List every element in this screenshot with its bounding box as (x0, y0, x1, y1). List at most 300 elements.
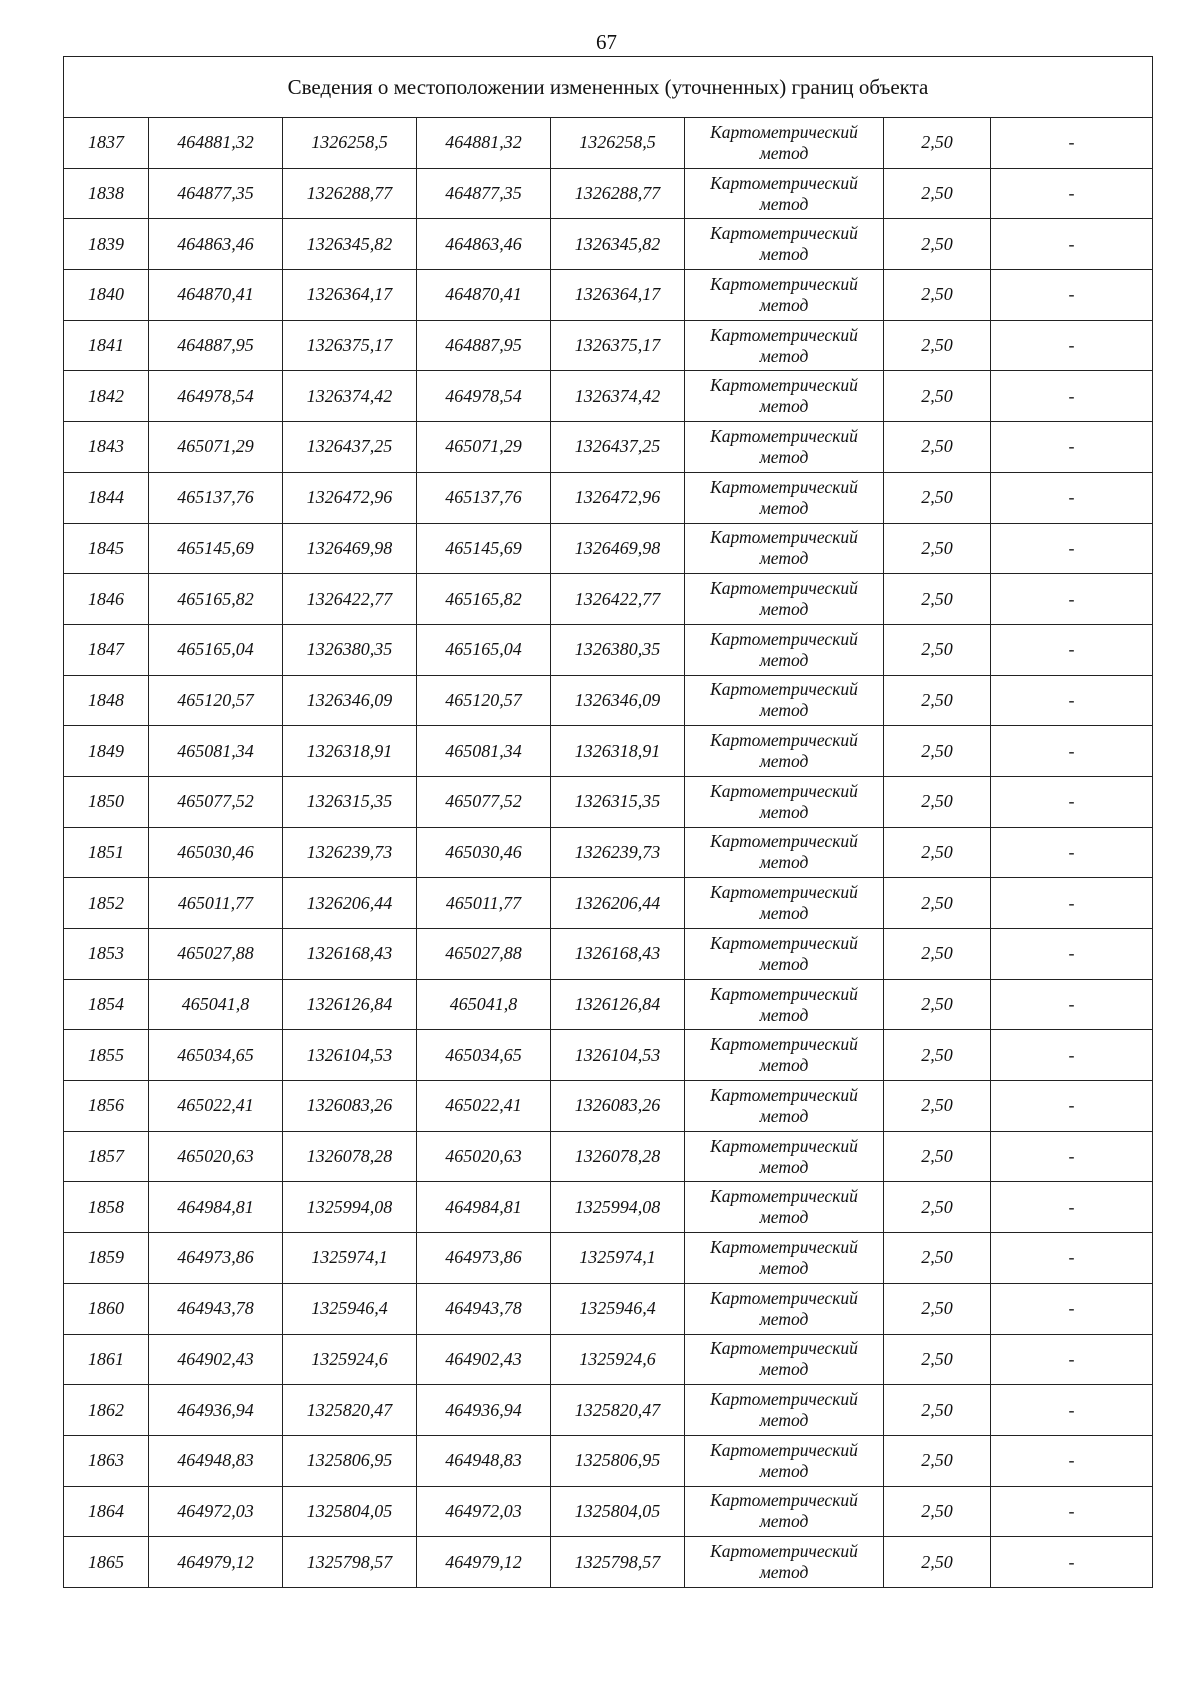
existing-y-cell: 1326258,5 (283, 118, 417, 169)
accuracy-cell: 2,50 (884, 929, 991, 980)
method-line-2: метод (759, 193, 809, 214)
existing-y-cell: 1326345,82 (283, 219, 417, 270)
point-number-cell: 1850 (64, 776, 149, 827)
refined-y-cell: 1325804,05 (551, 1486, 685, 1537)
refined-y-cell: 1326380,35 (551, 624, 685, 675)
table-row (64, 1182, 1153, 1233)
method-cell (685, 574, 884, 625)
method-line-2: метод (759, 801, 809, 822)
existing-x-cell: 464902,43 (149, 1334, 283, 1385)
method-line-1: Картометрический (710, 1236, 858, 1257)
existing-x-cell: 465081,34 (149, 726, 283, 777)
refined-y-cell: 1326126,84 (551, 979, 685, 1030)
point-number-cell: 1849 (64, 726, 149, 777)
accuracy-cell: 2,50 (884, 422, 991, 473)
existing-y-cell: 1325804,05 (283, 1486, 417, 1537)
table-row (64, 1233, 1153, 1284)
existing-y-cell: 1325974,1 (283, 1233, 417, 1284)
refined-x-cell: 465165,82 (417, 574, 551, 625)
point-number-cell: 1855 (64, 1030, 149, 1081)
existing-x-cell: 464943,78 (149, 1283, 283, 1334)
refined-y-cell: 1325806,95 (551, 1435, 685, 1486)
note-cell: - (991, 168, 1153, 219)
point-number-cell: 1843 (64, 422, 149, 473)
existing-y-cell: 1326239,73 (283, 827, 417, 878)
table-row (64, 1385, 1153, 1436)
refined-x-cell: 464948,83 (417, 1435, 551, 1486)
method-line-1: Картометрический (710, 1135, 858, 1156)
table-row (64, 1486, 1153, 1537)
existing-x-cell: 465011,77 (149, 878, 283, 929)
accuracy-cell: 2,50 (884, 1334, 991, 1385)
accuracy-cell: 2,50 (884, 1233, 991, 1284)
note-cell: - (991, 523, 1153, 574)
method-line-2: метод (759, 548, 809, 569)
note-cell: - (991, 1385, 1153, 1436)
accuracy-cell: 2,50 (884, 472, 991, 523)
refined-y-cell: 1326374,42 (551, 371, 685, 422)
method-cell (685, 979, 884, 1030)
method-cell (685, 1385, 884, 1436)
method-line-2: метод (759, 700, 809, 721)
method-line-1: Картометрический (710, 1287, 858, 1308)
accuracy-cell: 2,50 (884, 776, 991, 827)
note-cell: - (991, 371, 1153, 422)
method-line-1: Картометрический (710, 831, 858, 852)
refined-x-cell: 465165,04 (417, 624, 551, 675)
existing-y-cell: 1326288,77 (283, 168, 417, 219)
method-cell (685, 1081, 884, 1132)
accuracy-cell: 2,50 (884, 1283, 991, 1334)
existing-y-cell: 1325994,08 (283, 1182, 417, 1233)
method-line-2: метод (759, 649, 809, 670)
refined-y-cell: 1326258,5 (551, 118, 685, 169)
point-number-cell: 1857 (64, 1131, 149, 1182)
refined-y-cell: 1325820,47 (551, 1385, 685, 1436)
existing-y-cell: 1326437,25 (283, 422, 417, 473)
note-cell: - (991, 1182, 1153, 1233)
accuracy-cell: 2,50 (884, 1030, 991, 1081)
existing-y-cell: 1326364,17 (283, 270, 417, 321)
table-row (64, 270, 1153, 321)
method-cell (685, 827, 884, 878)
method-line-2: метод (759, 953, 809, 974)
table-row (64, 371, 1153, 422)
method-cell (685, 1182, 884, 1233)
accuracy-cell: 2,50 (884, 320, 991, 371)
point-number-cell: 1848 (64, 675, 149, 726)
refined-y-cell: 1326104,53 (551, 1030, 685, 1081)
existing-y-cell: 1326168,43 (283, 929, 417, 980)
method-cell (685, 523, 884, 574)
note-cell: - (991, 320, 1153, 371)
refined-y-cell: 1326472,96 (551, 472, 685, 523)
refined-x-cell: 464881,32 (417, 118, 551, 169)
note-cell: - (991, 979, 1153, 1030)
refined-y-cell: 1325994,08 (551, 1182, 685, 1233)
method-line-2: метод (759, 294, 809, 315)
refined-y-cell: 1326346,09 (551, 675, 685, 726)
table-row (64, 422, 1153, 473)
existing-x-cell: 465041,8 (149, 979, 283, 1030)
accuracy-cell: 2,50 (884, 1537, 991, 1588)
existing-y-cell: 1326380,35 (283, 624, 417, 675)
refined-y-cell: 1326375,17 (551, 320, 685, 371)
accuracy-cell: 2,50 (884, 979, 991, 1030)
point-number-cell: 1847 (64, 624, 149, 675)
method-line-1: Картометрический (710, 1084, 858, 1105)
method-cell (685, 219, 884, 270)
point-number-cell: 1860 (64, 1283, 149, 1334)
table-row (64, 624, 1153, 675)
method-line-2: метод (759, 497, 809, 518)
note-cell: - (991, 1334, 1153, 1385)
existing-y-cell: 1325924,6 (283, 1334, 417, 1385)
method-line-1: Картометрический (710, 730, 858, 751)
existing-x-cell: 465030,46 (149, 827, 283, 878)
method-line-1: Картометрический (710, 983, 858, 1004)
method-line-1: Картометрический (710, 1439, 858, 1460)
existing-x-cell: 465071,29 (149, 422, 283, 473)
existing-y-cell: 1325946,4 (283, 1283, 417, 1334)
point-number-cell: 1858 (64, 1182, 149, 1233)
point-number-cell: 1851 (64, 827, 149, 878)
refined-y-cell: 1326364,17 (551, 270, 685, 321)
table-row (64, 320, 1153, 371)
method-line-2: метод (759, 1207, 809, 1228)
point-number-cell: 1841 (64, 320, 149, 371)
point-number-cell: 1864 (64, 1486, 149, 1537)
point-number-cell: 1839 (64, 219, 149, 270)
refined-x-cell: 464887,95 (417, 320, 551, 371)
method-line-2: метод (759, 1055, 809, 1076)
point-number-cell: 1840 (64, 270, 149, 321)
method-line-1: Картометрический (710, 476, 858, 497)
existing-x-cell: 464936,94 (149, 1385, 283, 1436)
existing-x-cell: 465022,41 (149, 1081, 283, 1132)
table-row (64, 1081, 1153, 1132)
method-line-2: метод (759, 852, 809, 873)
note-cell: - (991, 929, 1153, 980)
existing-y-cell: 1326346,09 (283, 675, 417, 726)
method-line-2: метод (759, 396, 809, 417)
refined-x-cell: 465027,88 (417, 929, 551, 980)
table-title: Сведения о местоположении измененных (уточненных) границ объекта (64, 57, 1153, 118)
note-cell: - (991, 118, 1153, 169)
refined-x-cell: 465071,29 (417, 422, 551, 473)
existing-x-cell: 465165,04 (149, 624, 283, 675)
method-cell (685, 270, 884, 321)
refined-x-cell: 464943,78 (417, 1283, 551, 1334)
accuracy-cell: 2,50 (884, 1131, 991, 1182)
refined-y-cell: 1326345,82 (551, 219, 685, 270)
method-cell (685, 118, 884, 169)
point-number-cell: 1852 (64, 878, 149, 929)
table-row (64, 878, 1153, 929)
refined-y-cell: 1326288,77 (551, 168, 685, 219)
refined-x-cell: 465081,34 (417, 726, 551, 777)
method-cell (685, 675, 884, 726)
note-cell: - (991, 1233, 1153, 1284)
table-row (64, 929, 1153, 980)
refined-x-cell: 464979,12 (417, 1537, 551, 1588)
refined-x-cell: 465022,41 (417, 1081, 551, 1132)
point-number-cell: 1853 (64, 929, 149, 980)
method-line-1: Картометрический (710, 1186, 858, 1207)
existing-y-cell: 1325806,95 (283, 1435, 417, 1486)
method-line-1: Картометрический (710, 1389, 858, 1410)
note-cell: - (991, 1283, 1153, 1334)
accuracy-cell: 2,50 (884, 827, 991, 878)
method-cell (685, 168, 884, 219)
refined-y-cell: 1326078,28 (551, 1131, 685, 1182)
table-row (64, 827, 1153, 878)
existing-x-cell: 464863,46 (149, 219, 283, 270)
accuracy-cell: 2,50 (884, 270, 991, 321)
point-number-cell: 1865 (64, 1537, 149, 1588)
existing-y-cell: 1325798,57 (283, 1537, 417, 1588)
method-cell (685, 422, 884, 473)
method-line-1: Картометрический (710, 527, 858, 548)
point-number-cell: 1854 (64, 979, 149, 1030)
existing-x-cell: 464972,03 (149, 1486, 283, 1537)
table-row (64, 776, 1153, 827)
existing-y-cell: 1326318,91 (283, 726, 417, 777)
refined-x-cell: 464863,46 (417, 219, 551, 270)
existing-x-cell: 464984,81 (149, 1182, 283, 1233)
point-number-cell: 1856 (64, 1081, 149, 1132)
method-line-1: Картометрический (710, 223, 858, 244)
existing-y-cell: 1326472,96 (283, 472, 417, 523)
method-line-1: Картометрический (710, 932, 858, 953)
point-number-cell: 1842 (64, 371, 149, 422)
method-cell (685, 776, 884, 827)
accuracy-cell: 2,50 (884, 219, 991, 270)
existing-y-cell: 1326374,42 (283, 371, 417, 422)
existing-x-cell: 465165,82 (149, 574, 283, 625)
table-row (64, 1283, 1153, 1334)
method-line-2: метод (759, 345, 809, 366)
note-cell: - (991, 675, 1153, 726)
note-cell: - (991, 270, 1153, 321)
method-line-2: метод (759, 1460, 809, 1481)
method-line-1: Картометрический (710, 375, 858, 396)
refined-y-cell: 1326437,25 (551, 422, 685, 473)
existing-y-cell: 1326469,98 (283, 523, 417, 574)
accuracy-cell: 2,50 (884, 1081, 991, 1132)
method-line-2: метод (759, 751, 809, 772)
method-cell (685, 1334, 884, 1385)
method-line-2: метод (759, 1004, 809, 1025)
existing-x-cell: 465120,57 (149, 675, 283, 726)
refined-x-cell: 464870,41 (417, 270, 551, 321)
existing-x-cell: 465020,63 (149, 1131, 283, 1182)
note-cell: - (991, 1081, 1153, 1132)
refined-x-cell: 464877,35 (417, 168, 551, 219)
existing-x-cell: 464948,83 (149, 1435, 283, 1486)
method-line-1: Картометрический (710, 121, 858, 142)
existing-y-cell: 1326126,84 (283, 979, 417, 1030)
method-cell (685, 624, 884, 675)
method-cell (685, 320, 884, 371)
refined-x-cell: 465011,77 (417, 878, 551, 929)
point-number-cell: 1862 (64, 1385, 149, 1436)
refined-y-cell: 1326168,43 (551, 929, 685, 980)
existing-x-cell: 464978,54 (149, 371, 283, 422)
refined-x-cell: 464972,03 (417, 1486, 551, 1537)
refined-x-cell: 464984,81 (417, 1182, 551, 1233)
existing-x-cell: 464887,95 (149, 320, 283, 371)
note-cell: - (991, 1131, 1153, 1182)
note-cell: - (991, 1435, 1153, 1486)
note-cell: - (991, 827, 1153, 878)
existing-x-cell: 464979,12 (149, 1537, 283, 1588)
accuracy-cell: 2,50 (884, 118, 991, 169)
note-cell: - (991, 878, 1153, 929)
refined-y-cell: 1326318,91 (551, 726, 685, 777)
method-cell (685, 1486, 884, 1537)
refined-x-cell: 464973,86 (417, 1233, 551, 1284)
table-row (64, 1537, 1153, 1588)
method-line-2: метод (759, 1359, 809, 1380)
method-line-1: Картометрический (710, 324, 858, 345)
table-row (64, 675, 1153, 726)
accuracy-cell: 2,50 (884, 168, 991, 219)
point-number-cell: 1846 (64, 574, 149, 625)
method-cell (685, 726, 884, 777)
accuracy-cell: 2,50 (884, 624, 991, 675)
point-number-cell: 1863 (64, 1435, 149, 1486)
existing-y-cell: 1326206,44 (283, 878, 417, 929)
note-cell: - (991, 574, 1153, 625)
method-line-2: метод (759, 1511, 809, 1532)
note-cell: - (991, 1486, 1153, 1537)
refined-y-cell: 1326206,44 (551, 878, 685, 929)
existing-y-cell: 1325820,47 (283, 1385, 417, 1436)
note-cell: - (991, 726, 1153, 777)
refined-x-cell: 465034,65 (417, 1030, 551, 1081)
refined-y-cell: 1326422,77 (551, 574, 685, 625)
refined-y-cell: 1325798,57 (551, 1537, 685, 1588)
page-number: 67 (596, 30, 617, 54)
table-row (64, 118, 1153, 169)
accuracy-cell: 2,50 (884, 371, 991, 422)
table-row (64, 168, 1153, 219)
note-cell: - (991, 1537, 1153, 1588)
refined-x-cell: 464936,94 (417, 1385, 551, 1436)
method-cell (685, 1030, 884, 1081)
method-line-1: Картометрический (710, 172, 858, 193)
table-row (64, 219, 1153, 270)
existing-x-cell: 465077,52 (149, 776, 283, 827)
existing-y-cell: 1326104,53 (283, 1030, 417, 1081)
method-line-2: метод (759, 244, 809, 265)
table-row (64, 574, 1153, 625)
accuracy-cell: 2,50 (884, 1486, 991, 1537)
existing-x-cell: 465137,76 (149, 472, 283, 523)
method-cell (685, 878, 884, 929)
boundary-table-container (63, 56, 1152, 1588)
table-row (64, 726, 1153, 777)
method-line-1: Картометрический (710, 1338, 858, 1359)
method-line-2: метод (759, 1410, 809, 1431)
existing-y-cell: 1326315,35 (283, 776, 417, 827)
method-cell (685, 929, 884, 980)
method-line-2: метод (759, 1308, 809, 1329)
refined-x-cell: 465137,76 (417, 472, 551, 523)
existing-x-cell: 464973,86 (149, 1233, 283, 1284)
table-row (64, 523, 1153, 574)
existing-x-cell: 464877,35 (149, 168, 283, 219)
method-cell (685, 371, 884, 422)
method-line-1: Картометрический (710, 1490, 858, 1511)
existing-y-cell: 1326375,17 (283, 320, 417, 371)
point-number-cell: 1859 (64, 1233, 149, 1284)
refined-y-cell: 1325946,4 (551, 1283, 685, 1334)
method-line-1: Картометрический (710, 1541, 858, 1562)
refined-x-cell: 465030,46 (417, 827, 551, 878)
method-cell (685, 1233, 884, 1284)
point-number-cell: 1838 (64, 168, 149, 219)
refined-x-cell: 464978,54 (417, 371, 551, 422)
accuracy-cell: 2,50 (884, 726, 991, 777)
accuracy-cell: 2,50 (884, 1182, 991, 1233)
table-row (64, 1131, 1153, 1182)
point-number-cell: 1837 (64, 118, 149, 169)
table-row (64, 472, 1153, 523)
point-number-cell: 1844 (64, 472, 149, 523)
method-line-1: Картометрический (710, 273, 858, 294)
method-line-2: метод (759, 1105, 809, 1126)
table-row (64, 1030, 1153, 1081)
refined-x-cell: 464902,43 (417, 1334, 551, 1385)
existing-y-cell: 1326078,28 (283, 1131, 417, 1182)
accuracy-cell: 2,50 (884, 574, 991, 625)
table-row (64, 979, 1153, 1030)
refined-y-cell: 1326469,98 (551, 523, 685, 574)
refined-y-cell: 1325924,6 (551, 1334, 685, 1385)
method-line-1: Картометрический (710, 882, 858, 903)
note-cell: - (991, 624, 1153, 675)
accuracy-cell: 2,50 (884, 675, 991, 726)
method-cell (685, 1283, 884, 1334)
table-body (64, 118, 1153, 1588)
boundary-coordinates-table (63, 56, 1153, 1588)
accuracy-cell: 2,50 (884, 1435, 991, 1486)
existing-x-cell: 465145,69 (149, 523, 283, 574)
note-cell: - (991, 422, 1153, 473)
method-cell (685, 1537, 884, 1588)
method-line-1: Картометрический (710, 628, 858, 649)
existing-x-cell: 465027,88 (149, 929, 283, 980)
method-line-2: метод (759, 1257, 809, 1278)
refined-x-cell: 465120,57 (417, 675, 551, 726)
existing-x-cell: 465034,65 (149, 1030, 283, 1081)
method-cell (685, 1131, 884, 1182)
note-cell: - (991, 1030, 1153, 1081)
method-line-2: метод (759, 1156, 809, 1177)
table-row (64, 1435, 1153, 1486)
method-line-1: Картометрический (710, 425, 858, 446)
method-cell (685, 472, 884, 523)
existing-x-cell: 464881,32 (149, 118, 283, 169)
method-cell (685, 1435, 884, 1486)
note-cell: - (991, 776, 1153, 827)
method-line-2: метод (759, 903, 809, 924)
refined-y-cell: 1326315,35 (551, 776, 685, 827)
method-line-1: Картометрический (710, 1034, 858, 1055)
refined-y-cell: 1326083,26 (551, 1081, 685, 1132)
